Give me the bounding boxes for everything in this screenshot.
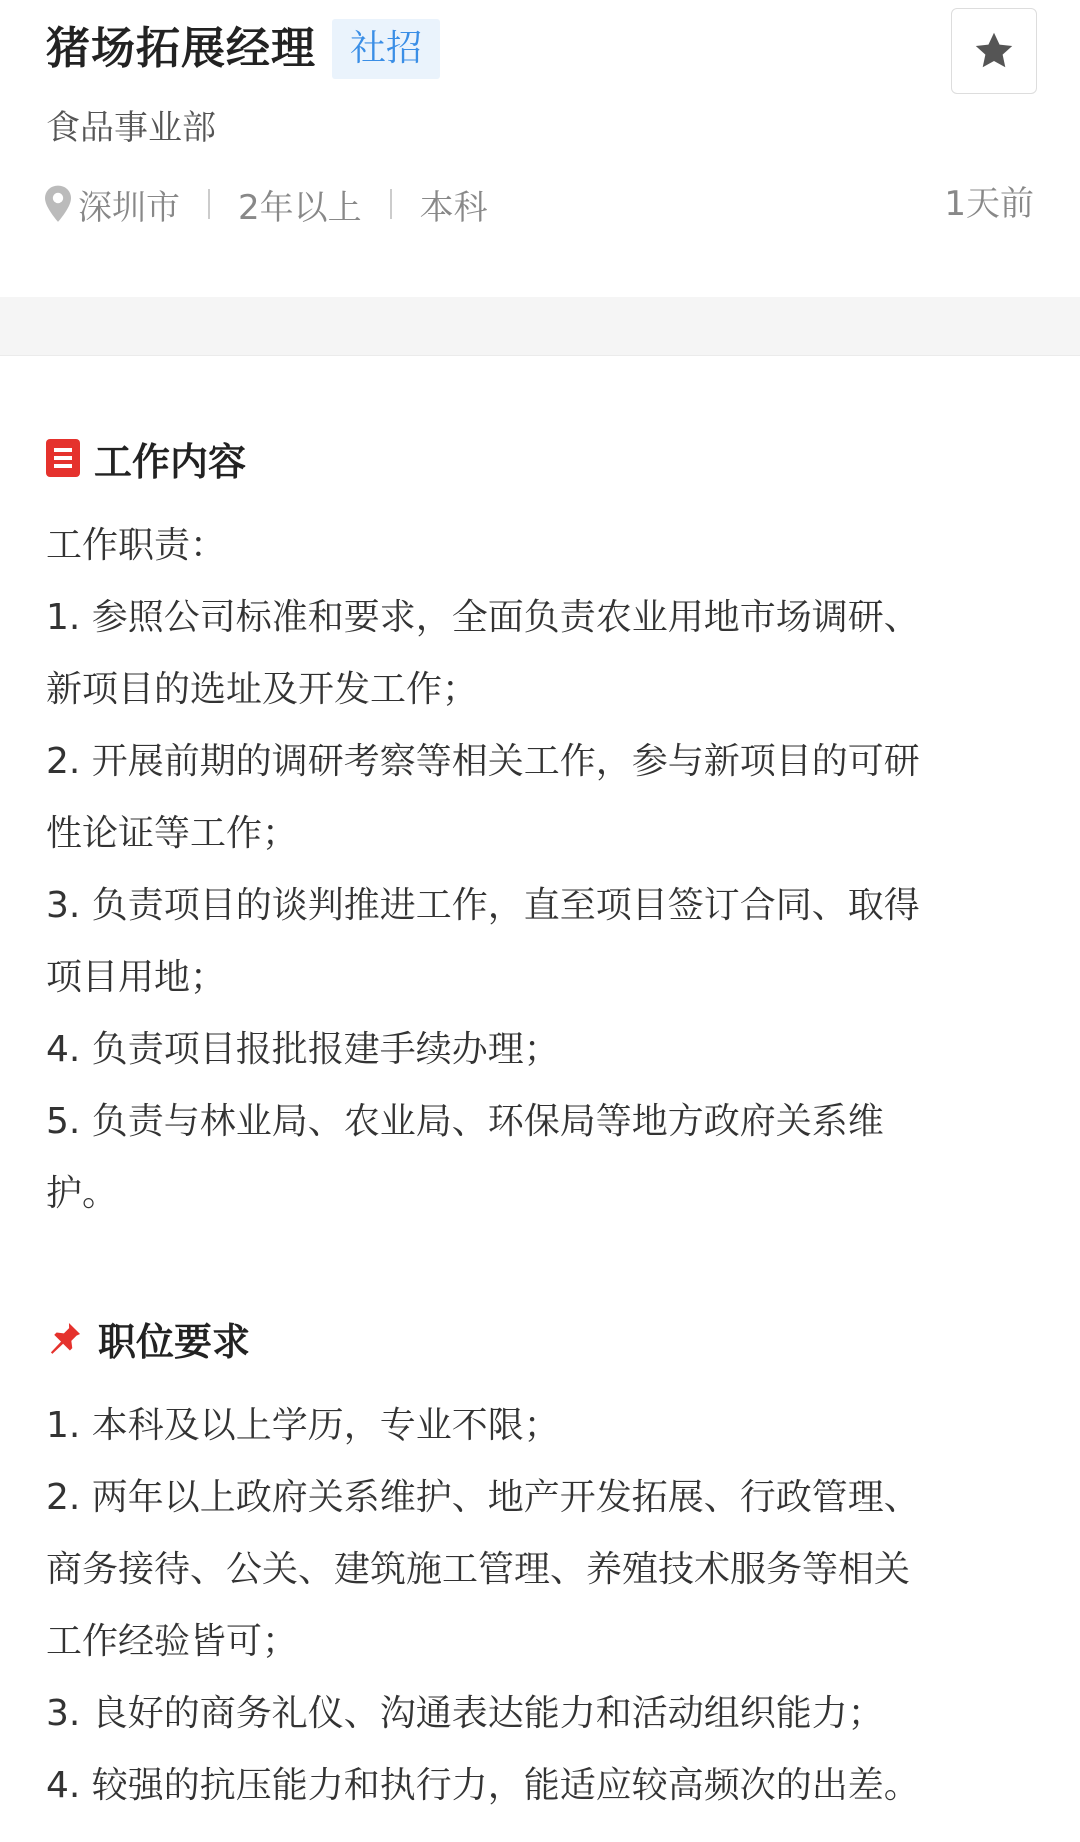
requirements-header (46, 1308, 1036, 1368)
duties-line: 新项目的选址及开发工作； (46, 669, 479, 710)
requirements-line: 1. 本科及以上学历，专业不限； (46, 1405, 560, 1446)
requirements-title: 职位要求 (98, 1319, 251, 1364)
experience-text: 2年以上 (238, 187, 362, 228)
requirements-section (46, 1308, 1036, 1822)
requirements-body (46, 1390, 1036, 1822)
duties-body (46, 510, 1036, 1230)
requirements-line: 3. 良好的商务礼仪、沟通表达能力和活动组织能力； (46, 1693, 884, 1734)
department-name: 食品事业部 (46, 108, 216, 148)
duties-header (46, 428, 1036, 488)
meta-separator (390, 189, 392, 219)
job-meta-row (42, 180, 488, 228)
requirements-line: 工作经验皆可； (46, 1621, 299, 1662)
list-icon (46, 439, 80, 477)
duties-line: 项目用地； (46, 957, 227, 998)
job-header (0, 0, 1080, 297)
duties-title: 工作内容 (94, 439, 247, 484)
duties-line: 护。 (46, 1173, 119, 1214)
duties-line: 性论证等工作； (46, 813, 299, 854)
favorite-button[interactable] (951, 8, 1037, 94)
duties-line: 2. 开展前期的调研考察等相关工作，参与新项目的可研 (46, 741, 920, 782)
job-title: 猪场拓展经理 (46, 23, 316, 74)
pushpin-icon (46, 1319, 84, 1357)
requirements-line: 商务接待、公关、建筑施工管理、养殖技术服务等相关 (46, 1549, 911, 1590)
star-icon (971, 28, 1017, 74)
duties-line: 1. 参照公司标准和要求，全面负责农业用地市场调研、 (46, 597, 920, 638)
requirements-line: 4. 较强的抗压能力和执行力，能适应较高频次的出差。 (46, 1765, 920, 1806)
title-row (46, 18, 440, 80)
duties-line: 3. 负责项目的谈判推进工作，直至项目签订合同、取得 (46, 885, 920, 926)
location-text: 深圳市 (78, 187, 180, 228)
duties-line: 工作职责： (46, 525, 227, 566)
duties-line: 5. 负责与林业局、农业局、环保局等地方政府关系维 (46, 1101, 884, 1142)
duties-line: 4. 负责项目报批报建手续办理； (46, 1029, 560, 1070)
section-divider (0, 297, 1080, 356)
duties-section (46, 428, 1036, 1230)
education-text: 本科 (419, 187, 488, 228)
posted-time: 1天前 (944, 184, 1034, 224)
recruitment-type-badge: 社招 (332, 19, 440, 79)
location-pin-icon (42, 184, 74, 224)
requirements-line: 2. 两年以上政府关系维护、地产开发拓展、行政管理、 (46, 1477, 920, 1518)
meta-separator (208, 189, 210, 219)
